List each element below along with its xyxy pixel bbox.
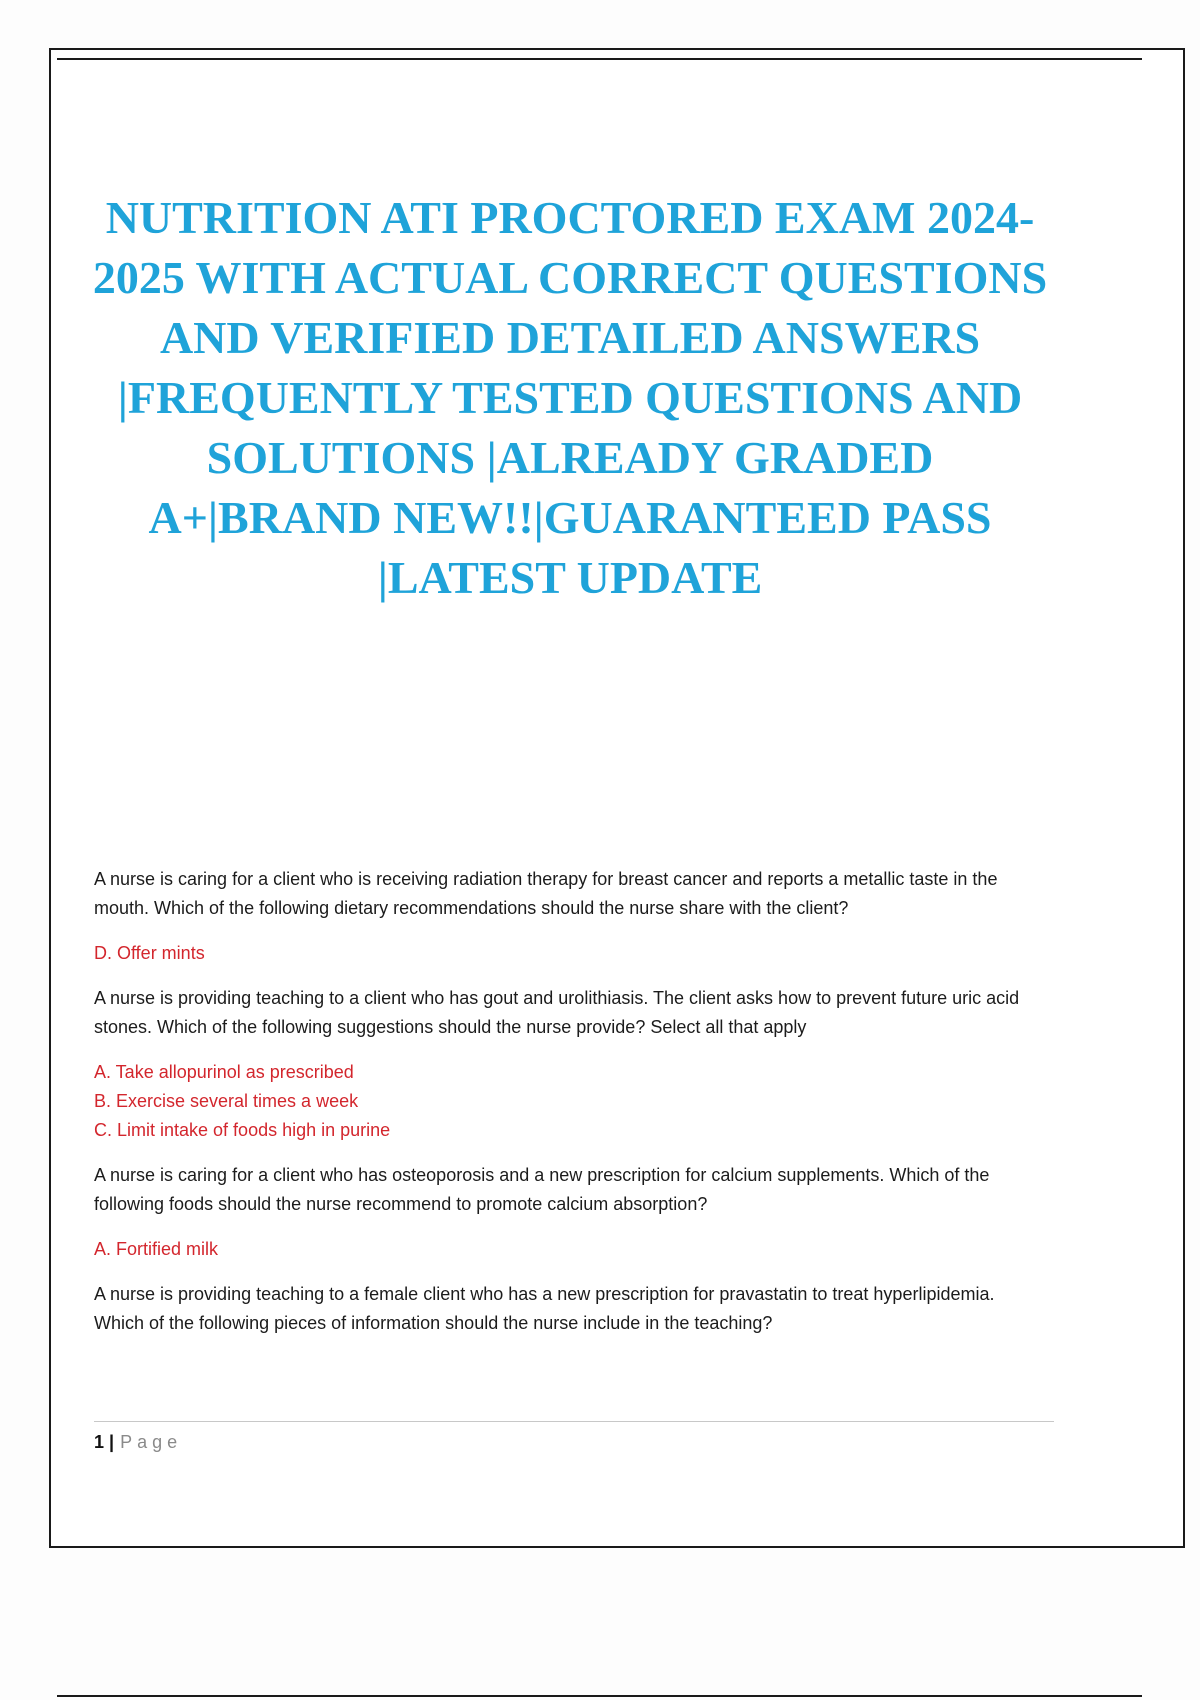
- answer-group-2: [94, 1058, 1024, 1145]
- answer-group-1: [94, 939, 1024, 968]
- question-1: A nurse is caring for a client who is receiving radiation therapy for breast cancer and reports a metallic taste in the mouth. Which of the following dietary recommendations should the nurse share with the client?: [94, 869, 998, 918]
- page-footer: [94, 1430, 182, 1454]
- footer-rule: [94, 1421, 1054, 1422]
- answer-2b: B. Exercise several times a week: [94, 1091, 359, 1111]
- question-2: A nurse is providing teaching to a client who has gout and urolithiasis. The client asks how to prevent future uric acid stones. Which of the following suggestions should the nurse provide? Select all that apply: [94, 988, 1020, 1037]
- answer-2c: C. Limit intake of foods high in purine: [94, 1120, 391, 1140]
- top-rule: [57, 58, 1142, 60]
- answer-group-3: [94, 1235, 1024, 1264]
- answer-2a: A. Take allopurinol as prescribed: [94, 1062, 354, 1082]
- question-list: [94, 865, 1024, 1338]
- question-4: A nurse is providing teaching to a female client who has a new prescription for pravastatin to treat hyperlipidemia. Which of the following pieces of information should the nurse include in the teaching?: [94, 1284, 995, 1333]
- page-number: 1: [94, 1432, 105, 1452]
- question-3: A nurse is caring for a client who has osteoporosis and a new prescription for calcium supplements. Which of the following foods should the nurse recommend to promote calcium absorption?: [94, 1165, 990, 1214]
- answer-1a: D. Offer mints: [94, 943, 205, 963]
- page-label: Page: [120, 1432, 183, 1452]
- document-title: NUTRITION ATI PROCTORED EXAM 2024-2025 WITH ACTUAL CORRECT QUESTIONS AND VERIFIED DETAILED ANSWERS |FREQUENTLY TESTED QUESTIONS AND SOLUTIONS |ALREADY GRADED A+|BRAND NEW!!|GUARANTEED PASS |LATEST UPDATE: [92, 192, 1048, 603]
- answer-3a: A. Fortified milk: [94, 1239, 219, 1259]
- page-separator: |: [109, 1432, 115, 1452]
- bottom-rule: [57, 1695, 1142, 1697]
